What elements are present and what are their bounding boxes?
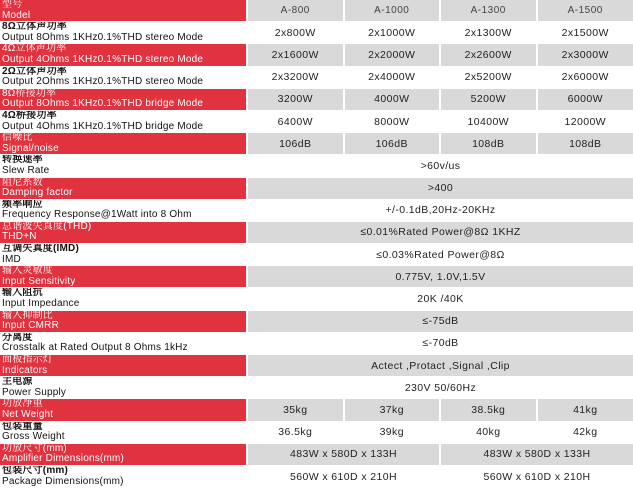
- spec-value: 106dB: [247, 133, 344, 155]
- spec-label-zh: 转换速率: [2, 155, 246, 166]
- spec-value: 2x4000W: [344, 66, 441, 88]
- spec-value: 2x3200W: [247, 66, 344, 88]
- spec-value: 2x1300W: [440, 22, 537, 44]
- spec-label-zh: 阻尼系数: [2, 178, 246, 189]
- spec-label-zh: 4Ω桥接功率: [2, 111, 246, 122]
- spec-value: 106dB: [344, 133, 441, 155]
- spec-label-zh: 输入阻抗: [2, 288, 246, 299]
- spec-value-pair: 560W x 610D x 210H: [247, 465, 440, 487]
- model-header: A-1000: [344, 0, 441, 22]
- spec-label-en: Amplifier Dimensions(mm): [2, 454, 246, 465]
- spec-value: 2x3000W: [537, 44, 633, 66]
- spec-row: [0, 310, 633, 332]
- spec-value: 12000W: [537, 110, 633, 132]
- spec-label: [0, 221, 247, 243]
- spec-value-pair: 483W x 580D x 133H: [440, 443, 633, 465]
- spec-value: 39kg: [344, 421, 441, 443]
- spec-row: [0, 88, 633, 110]
- spec-value: 42kg: [537, 421, 633, 443]
- spec-value: 2x2600W: [440, 44, 537, 66]
- model-header: A-1300: [440, 0, 537, 22]
- model-header: A-800: [247, 0, 344, 22]
- spec-label-en: Package Dimensions(mm): [2, 477, 246, 488]
- spec-label-en: Input Sensitivity: [2, 277, 246, 288]
- spec-label-zh: 输入灵敏度: [2, 266, 246, 277]
- spec-value: 2x5200W: [440, 66, 537, 88]
- spec-value: 10400W: [440, 110, 537, 132]
- spec-label-zh: 面板指示灯: [2, 355, 246, 366]
- spec-label-en: Damping factor: [2, 188, 246, 199]
- spec-value-shared: ≤0.03%Rated Power@8Ω: [247, 244, 633, 266]
- spec-label-zh: 输入抑制比: [2, 311, 246, 322]
- spec-label-zh: 包装重量: [2, 422, 246, 433]
- spec-label: [0, 377, 247, 399]
- spec-label: [0, 355, 247, 377]
- spec-row: [0, 266, 633, 288]
- spec-value: 36.5kg: [247, 421, 344, 443]
- spec-value: 108dB: [537, 133, 633, 155]
- spec-label: [0, 66, 247, 88]
- spec-value-shared: ≤0.01%Rated Power@8Ω 1KHZ: [247, 221, 633, 243]
- spec-value-shared: ≤-70dB: [247, 332, 633, 354]
- spec-row: [0, 355, 633, 377]
- spec-label-zh: 8Ω桥接功率: [2, 89, 246, 100]
- spec-value: 5200W: [440, 88, 537, 110]
- spec-label: [0, 266, 247, 288]
- model-header: A-1500: [537, 0, 633, 22]
- spec-label-en: IMD: [2, 255, 246, 266]
- spec-value-shared: +/-0.1dB,20Hz-20KHz: [247, 199, 633, 221]
- spec-row: [0, 332, 633, 354]
- spec-row: [0, 155, 633, 177]
- spec-label: [0, 155, 247, 177]
- spec-label-en: Input Impedance: [2, 299, 246, 310]
- spec-value: 6400W: [247, 110, 344, 132]
- spec-value: 2x2000W: [344, 44, 441, 66]
- spec-label-en: Signal/noise: [2, 144, 246, 155]
- spec-label-en: Net Weight: [2, 410, 246, 421]
- spec-label: [0, 332, 247, 354]
- spec-value: 35kg: [247, 399, 344, 421]
- spec-value: 41kg: [537, 399, 633, 421]
- spec-label: [0, 44, 247, 66]
- spec-label-zh: 分离度: [2, 333, 246, 344]
- spec-label: [0, 288, 247, 310]
- spec-value: 38.5kg: [440, 399, 537, 421]
- spec-label: [0, 133, 247, 155]
- spec-label-zh: 功放净重: [2, 399, 246, 410]
- spec-row: [0, 66, 633, 88]
- spec-label-zh: 8Ω立体声功率: [2, 22, 246, 33]
- spec-value-shared: 0.775V, 1.0V,1.5V: [247, 266, 633, 288]
- spec-row: [0, 133, 633, 155]
- spec-row: [0, 244, 633, 266]
- spec-value: 6000W: [537, 88, 633, 110]
- spec-label-en: Output 4Ohms 1KHz0.1%THD bridge Mode: [2, 122, 246, 133]
- spec-label-en: Frequency Response@1Watt into 8 Ohm: [2, 210, 246, 221]
- spec-label-zh: 4Ω立体声功率: [2, 44, 246, 55]
- spec-label: [0, 0, 247, 22]
- spec-value-shared: >60v/us: [247, 155, 633, 177]
- spec-label: [0, 88, 247, 110]
- spec-label: [0, 421, 247, 443]
- spec-row: [0, 221, 633, 243]
- spec-value-pair: 560W x 610D x 210H: [440, 465, 633, 487]
- spec-label: [0, 177, 247, 199]
- spec-label: [0, 22, 247, 44]
- spec-label-en: Output 8Ohms 1KHz0.1%THD bridge Mode: [2, 99, 246, 110]
- spec-value: 2x1600W: [247, 44, 344, 66]
- spec-value: 40kg: [440, 421, 537, 443]
- spec-row: [0, 399, 633, 421]
- spec-value: 8000W: [344, 110, 441, 132]
- spec-label-en: Crosstalk at Rated Output 8 Ohms 1kHz: [2, 343, 246, 354]
- spec-value: 2x6000W: [537, 66, 633, 88]
- spec-label-en: THD+N: [2, 232, 246, 243]
- spec-label: [0, 310, 247, 332]
- spec-value: 108dB: [440, 133, 537, 155]
- spec-label: [0, 443, 247, 465]
- spec-label-en: Gross Weight: [2, 432, 246, 443]
- spec-label-en: Output 8Ohms 1KHz0.1%THD stereo Mode: [2, 33, 246, 44]
- spec-row: [0, 443, 633, 465]
- spec-value: 3200W: [247, 88, 344, 110]
- spec-label-en: Indicators: [2, 366, 246, 377]
- spec-label-zh: 包装尺寸(mm): [2, 466, 246, 477]
- spec-value-shared: ≤-75dB: [247, 310, 633, 332]
- spec-value: 2x800W: [247, 22, 344, 44]
- spec-label-zh: 总谐波失真度(THD): [2, 222, 246, 233]
- spec-label-en: Output 4Ohms 1KHz0.1%THD stereo Mode: [2, 55, 246, 66]
- spec-label-zh: 功放尺寸(mm): [2, 444, 246, 455]
- spec-value-shared: Actect ,Protact ,Signal ,Clip: [247, 355, 633, 377]
- spec-label-en: Input CMRR: [2, 321, 246, 332]
- spec-label-zh: 频率响应: [2, 200, 246, 211]
- spec-row: [0, 22, 633, 44]
- spec-value: 37kg: [344, 399, 441, 421]
- spec-row: [0, 44, 633, 66]
- spec-label-en: Power Supply: [2, 388, 246, 399]
- spec-value-shared: 20K /40K: [247, 288, 633, 310]
- spec-row: [0, 421, 633, 443]
- spec-value: 2x1000W: [344, 22, 441, 44]
- spec-row: [0, 288, 633, 310]
- spec-label-zh: 互调失真度(IMD): [2, 244, 246, 255]
- spec-label-en: Model: [2, 11, 246, 22]
- spec-value-shared: >400: [247, 177, 633, 199]
- spec-label-zh: 型号: [2, 0, 246, 11]
- spec-value-shared: 230V 50/60Hz: [247, 377, 633, 399]
- spec-row: [0, 377, 633, 399]
- spec-row: [0, 177, 633, 199]
- spec-label: [0, 199, 247, 221]
- spec-label-en: Slew Rate: [2, 166, 246, 177]
- spec-label-zh: 2Ω立体声功率: [2, 67, 246, 78]
- spec-value-pair: 483W x 580D x 133H: [247, 443, 440, 465]
- spec-row: [0, 0, 633, 22]
- spec-label-zh: 信噪比: [2, 133, 246, 144]
- spec-label-zh: 主电源: [2, 377, 246, 388]
- spec-row: [0, 199, 633, 221]
- spec-row: [0, 110, 633, 132]
- spec-label: [0, 244, 247, 266]
- spec-value: 4000W: [344, 88, 441, 110]
- spec-label: [0, 110, 247, 132]
- spec-value: 2x1500W: [537, 22, 633, 44]
- spec-label: [0, 399, 247, 421]
- spec-label-en: Output 2Ohms 1KHz0.1%THD stereo Mode: [2, 77, 246, 88]
